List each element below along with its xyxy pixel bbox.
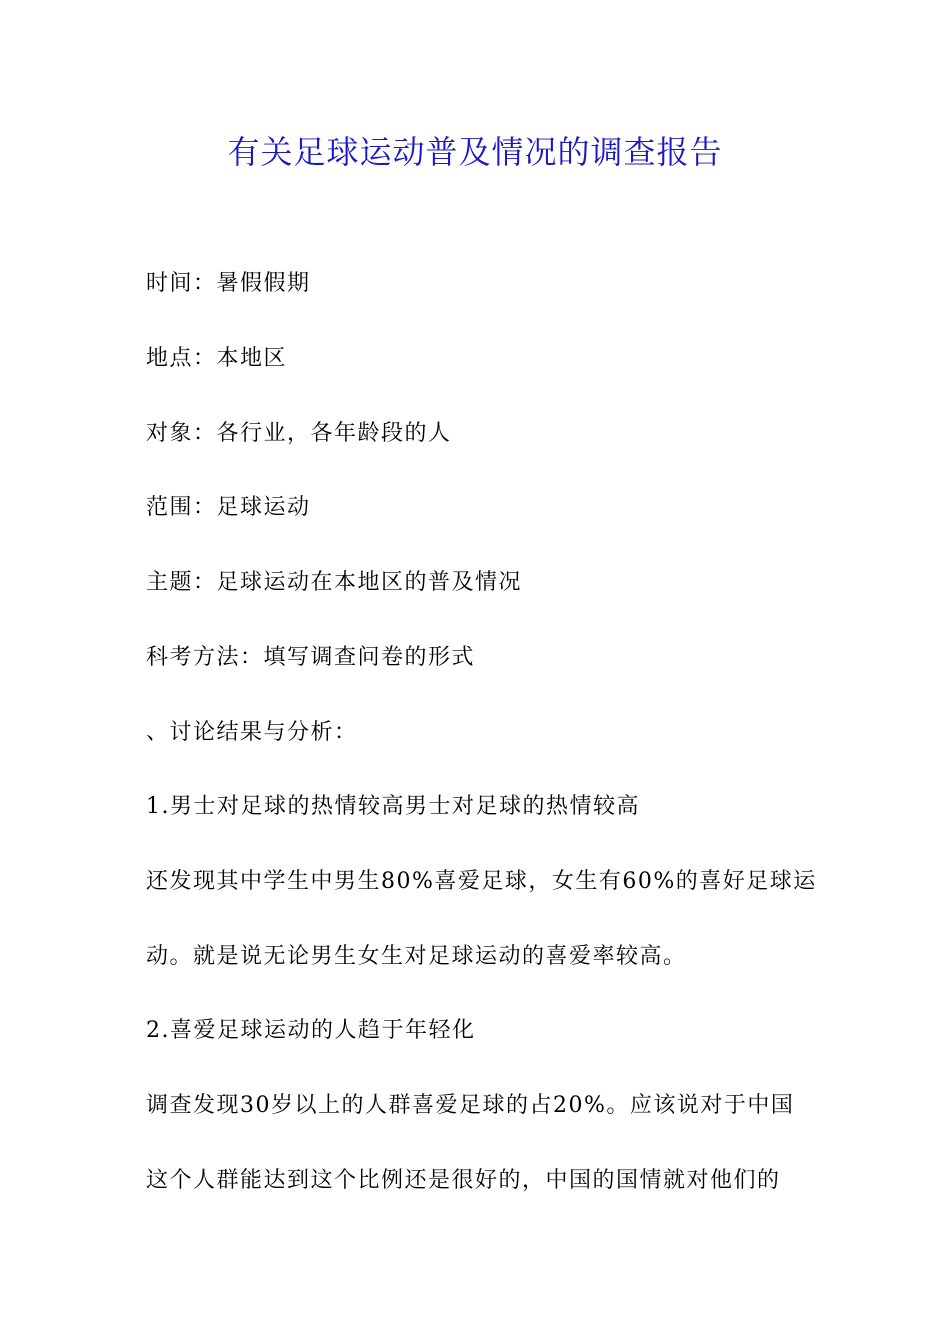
info-time: 时间：暑假假期	[146, 271, 311, 296]
paragraph-line: 还发现其中学生中男生80%喜爱足球，女生有60%的喜好足球运	[146, 869, 817, 894]
info-topic: 主题：足球运动在本地区的普及情况	[146, 570, 523, 595]
paragraph-line: 这个人群能达到这个比例还是很好的，中国的国情就对他们的	[146, 1168, 781, 1193]
paragraph-line: 调查发现30岁以上的人群喜爱足球的占20%。应该说对于中国	[146, 1093, 795, 1118]
paragraph-line: 动。就是说无论男生女生对足球运动的喜爱率较高。	[146, 944, 687, 969]
point-1-heading: 1.男士对足球的热情较高男士对足球的热情较高	[146, 794, 640, 819]
info-subjects: 对象：各行业，各年龄段的人	[146, 421, 452, 446]
section-heading: 、讨论结果与分析：	[146, 720, 358, 745]
point-2-heading: 2.喜爱足球运动的人趋于年轻化	[146, 1018, 476, 1043]
document-title: 有关足球运动普及情况的调查报告	[227, 133, 723, 171]
info-scope: 范围：足球运动	[146, 495, 311, 520]
info-method: 科考方法：填写调查问卷的形式	[146, 645, 476, 670]
info-location: 地点：本地区	[146, 346, 288, 371]
